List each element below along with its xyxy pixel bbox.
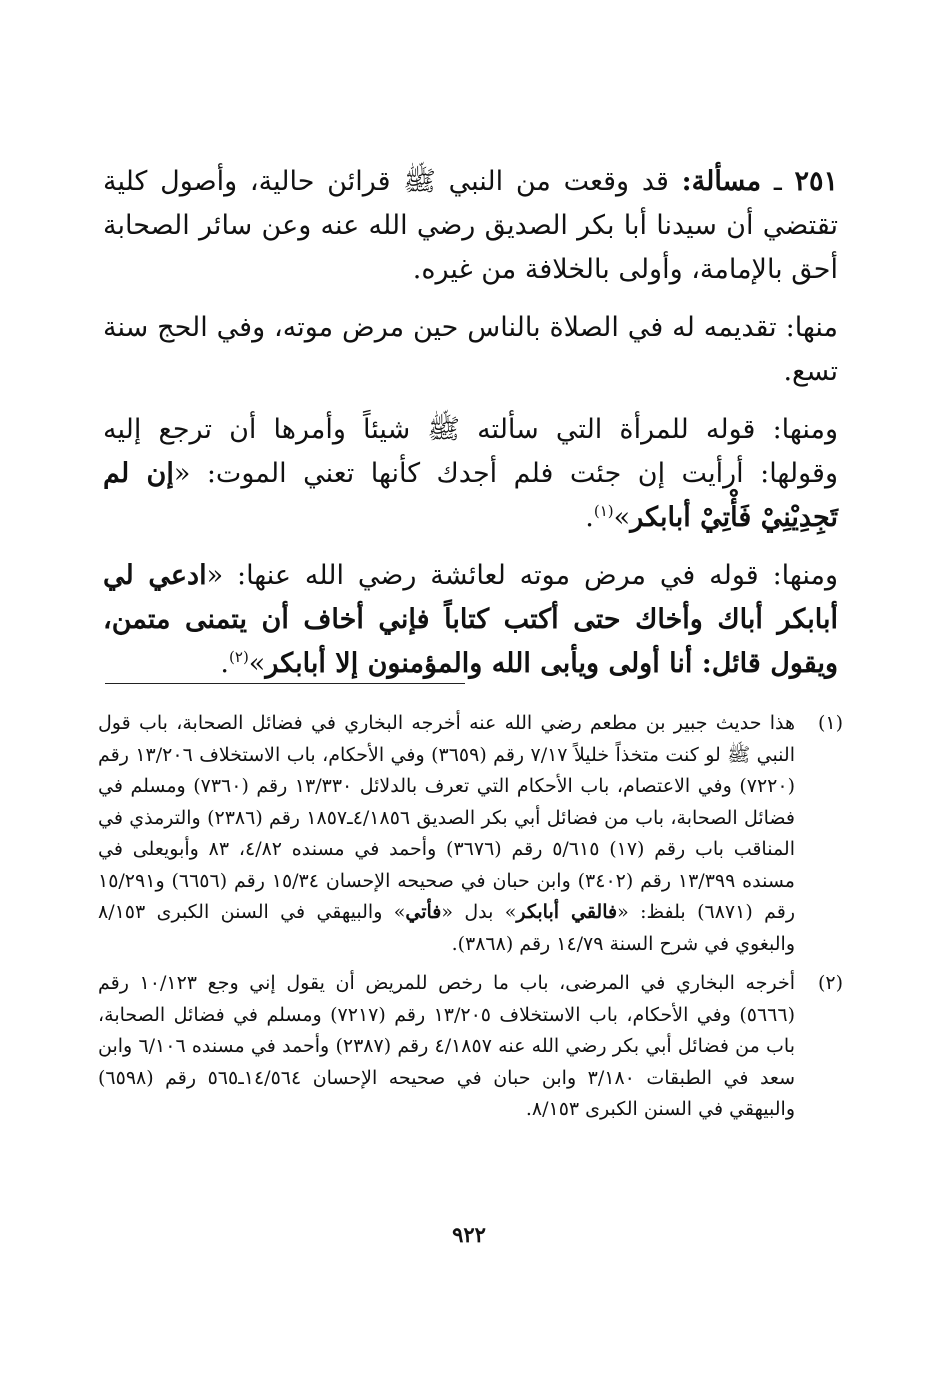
footnote-1-mark: (١) — [817, 712, 843, 734]
footnote-2-mark: (٢) — [817, 972, 843, 994]
footnote-1 — [98, 708, 843, 960]
footnote-1-text-c: » والبيهقي في السنن الكبرى ٨/١٥٣ والبغوي في شرح السنة ١٤/٧٩ رقم (٣٨٦٨). — [98, 901, 795, 955]
paragraph-issue-251 — [103, 160, 838, 292]
footnote-2 — [98, 968, 843, 1126]
paragraph-evidence-1 — [103, 306, 838, 394]
footnote-ref-1[interactable]: (١) — [593, 502, 614, 520]
footnote-1-bold-1: فالقي أبابكر — [516, 901, 618, 923]
evidence-3-quote: ادعي لي أبابكر أباك وأخاك حتى أكتب كتاباً فإني أخاف أن يتمنى متمن، ويقول قائل: أنا أولى ويأبى الله والمؤمنون إلا أبابكر — [103, 560, 838, 679]
issue-label: مسألة: — [681, 166, 762, 197]
evidence-1-text: منها: تقديمه له في الصلاة بالناس حين مرض موته، وفي الحج سنة تسع. — [103, 312, 838, 387]
evidence-2-quote: إن لم تَجِدِيْنِيْ فَأْتِيْ أبابكر — [103, 458, 838, 533]
evidence-3-end: . — [220, 648, 230, 679]
evidence-3-text: ومنها: قوله في مرض موته لعائشة رضي الله عنها: « — [206, 560, 838, 591]
issue-number: ٢٥١ — [794, 166, 839, 197]
footnotes — [98, 708, 843, 1134]
footnote-divider — [105, 683, 465, 684]
footnote-1-text-a: هذا حديث جبير بن مطعم رضي الله عنه أخرجه البخاري في فضائل الصحابة، باب قول النبي ﷺ لو كنت متخذاً خليلاً ٧/١٧ رقم (٣٦٥٩) وفي الأحكام، باب الاستخلاف ١٣/٢٠٦ رقم (٧٢٢٠) وفي الاعتصام، باب الأحكام التي تعرف بالدلائل ١٣/٣٣٠ رقم (٧٣٦٠) ومسلم في فضائل الصحابة، باب من فضائل أبي بكر الصديق ٤/١٨٥٦ـ١٨٥٧ رقم (٢٣٨٦) والترمذي في المناقب باب رقم (١٧) ٥/٦١٥ رقم (٣٦٧٦) وأحمد في مسنده ٤/٨٢، ٨٣ وأبويعلى في مسنده ١٣/٣٩٩ رقم (٣٤٠٢) وابن حبان في صحيحه الإحسان ١٥/٣٤ رقم (٦٦٥٦) و١٥/٢٩١ رقم (٦٨٧١) بلفظ: « — [98, 712, 796, 923]
issue-text: قد وقعت من النبي ﷺ قرائن حالية، وأصول كلية تقتضي أن سيدنا أبا بكر الصديق رضي الله عنه وعن سائر الصحابة أحق بالإمامة، وأولى بالخلافة من غيره. — [103, 166, 838, 285]
footnote-1-bold-2: فأتي — [405, 901, 442, 923]
footnote-1-text-b: » بدل « — [441, 901, 517, 923]
paragraph-evidence-2 — [103, 408, 838, 540]
issue-dash: ـ — [761, 166, 795, 197]
main-text — [103, 160, 838, 700]
footnote-2-text: أخرجه البخاري في المرضى، باب ما رخص للمريض أن يقول إني وجع ١٠/١٢٣ رقم (٥٦٦٦) وفي الأحكام، باب الاستخلاف ١٣/٢٠٥ رقم (٧٢١٧) ومسلم في فضائل الصحابة، باب من فضائل أبي بكر رضي الله عنه ٤/١٨٥٧ رقم (٢٣٨٧) وأحمد في مسنده ٦/١٠٦ وابن سعد في الطبقات ٣/١٨٠ وابن حبان في صحيحه الإحسان ١٤/٥٦٤ـ٥٦٥ رقم (٦٥٩٨) والبيهقي في السنن الكبرى ٨/١٥٣. — [98, 972, 796, 1120]
evidence-3-close: » — [248, 648, 266, 679]
evidence-2-close: » — [613, 502, 631, 533]
footnote-ref-2[interactable]: (٢) — [229, 648, 249, 666]
evidence-2-text: ومنها: قوله للمرأة التي سألته ﷺ شيئاً وأمرها أن ترجع إليه وقولها: أرأيت إن جئت فلم أجدك كأنها تعني الموت: « — [103, 414, 838, 489]
paragraph-evidence-3 — [103, 554, 838, 686]
evidence-2-end: . — [585, 502, 594, 533]
page-number: ٩٢٢ — [452, 1222, 486, 1247]
